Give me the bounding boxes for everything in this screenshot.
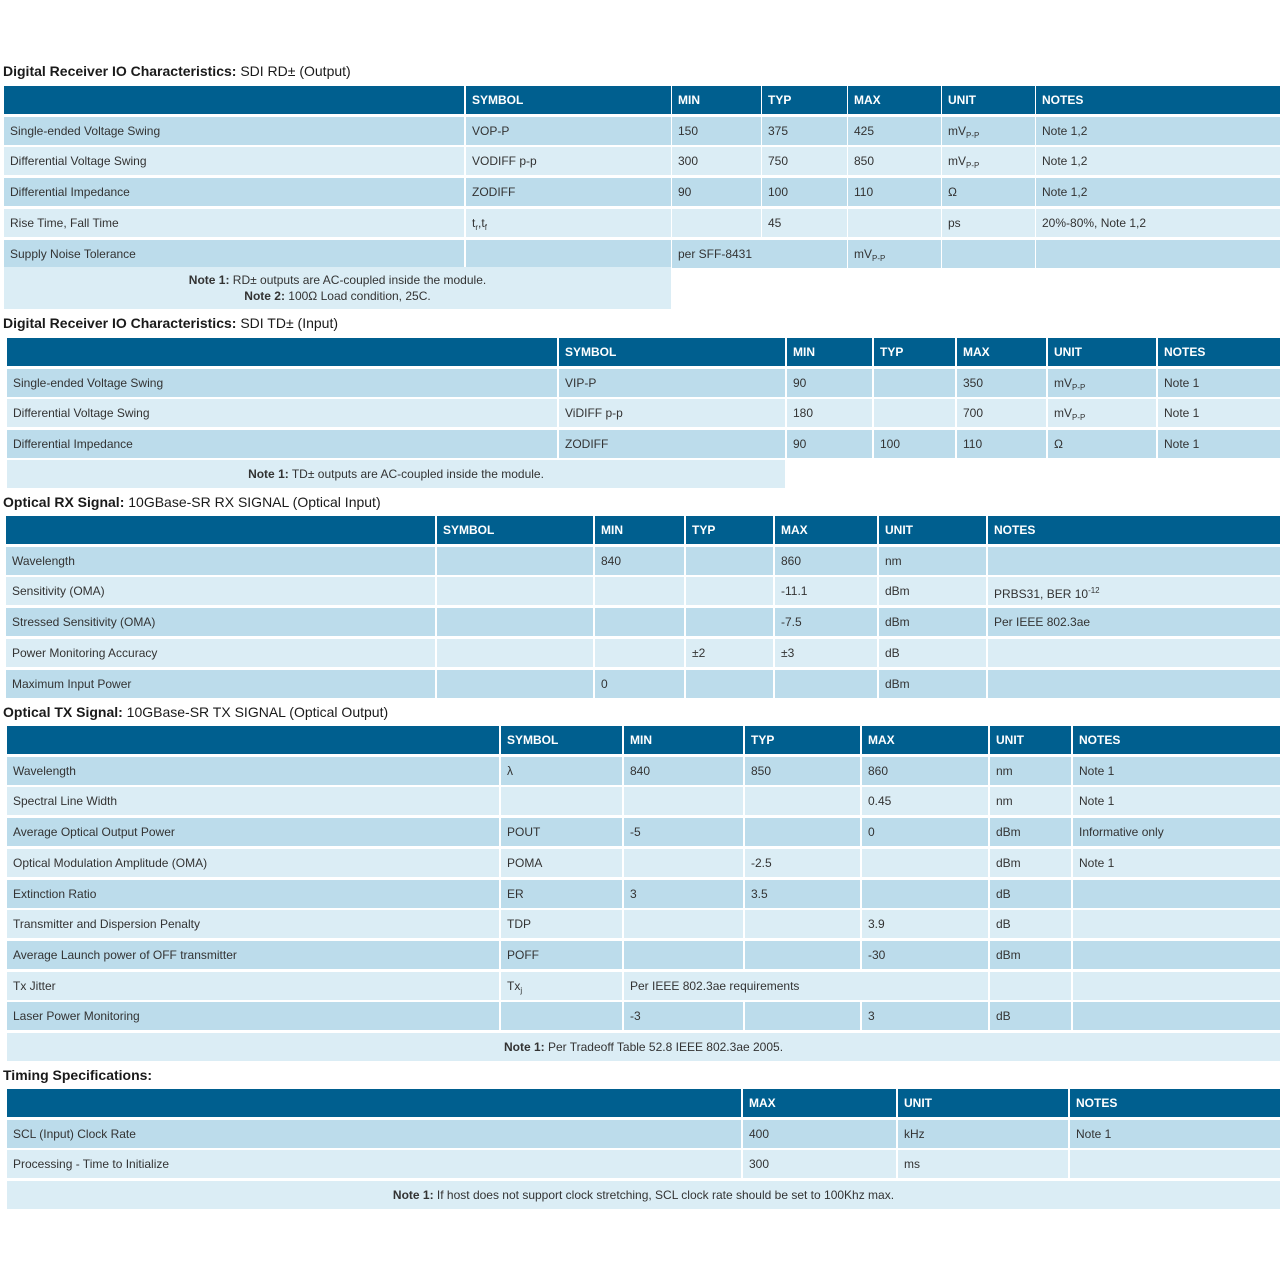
header-cell: NOTES xyxy=(1158,338,1280,366)
table-cell: ±2 xyxy=(686,639,773,667)
table-cell xyxy=(501,787,622,815)
table-cell: Differential Voltage Swing xyxy=(7,399,557,427)
table-cell xyxy=(745,787,860,815)
table-notes xyxy=(7,460,785,488)
note-text: RD± outputs are AC-coupled inside the module. xyxy=(229,273,487,287)
table-cell: Single-ended Voltage Swing xyxy=(7,369,557,397)
table-cell: $mV_{P-P}$ xyxy=(1048,399,1156,427)
table-cell xyxy=(595,577,684,605)
table-cell: ZODIFF xyxy=(559,430,785,458)
table-cell xyxy=(942,240,1035,268)
table-cell: -30 xyxy=(862,941,988,969)
table-cell: Sensitivity (OMA) xyxy=(6,577,435,605)
table-cell: dB xyxy=(990,880,1071,908)
table-cell: Note 1 xyxy=(1158,369,1280,397)
header-cell xyxy=(7,1089,741,1117)
table-cell xyxy=(501,1002,622,1030)
table-cell: Power Monitoring Accuracy xyxy=(6,639,435,667)
table-cell: Tx Jitter xyxy=(7,972,499,1000)
table-cell xyxy=(1073,1002,1280,1030)
table-cell: TDP xyxy=(501,910,622,938)
table-cell xyxy=(1070,1150,1280,1178)
table-cell: Differential Voltage Swing xyxy=(4,147,464,175)
table-cell xyxy=(624,787,743,815)
table-cell: -7.5 xyxy=(775,608,877,636)
table-cell: Informative only xyxy=(1073,818,1280,846)
table-cell: VOP-P xyxy=(466,117,671,145)
table-cell xyxy=(672,209,761,237)
table-cell: 400 xyxy=(743,1120,896,1148)
table-cell: dB xyxy=(879,639,986,667)
header-cell: NOTES xyxy=(988,516,1280,544)
table-cell: 3 xyxy=(862,1002,988,1030)
table-cell: $mV_{P-P}$ xyxy=(942,147,1035,175)
table-title-rest: SDI RD± (Output) xyxy=(236,63,351,79)
table-cell: $mV_{P-P}$ xyxy=(848,240,941,268)
table-cell: 45 xyxy=(762,209,847,237)
header-cell: UNIT xyxy=(879,516,986,544)
table-cell: per SFF-8431 xyxy=(672,240,847,268)
header-cell: SYMBOL xyxy=(466,86,671,114)
header-cell: MAX xyxy=(743,1089,896,1117)
table-cell: -3 xyxy=(624,1002,743,1030)
table-cell: Per IEEE 802.3ae xyxy=(988,608,1280,636)
note-label: Note 1: xyxy=(248,467,289,481)
table-cell: 840 xyxy=(595,547,684,575)
table-cell xyxy=(437,608,593,636)
table-cell: 0 xyxy=(595,670,684,698)
table-cell xyxy=(745,910,860,938)
table-cell: Differential Impedance xyxy=(4,178,464,206)
table-title xyxy=(3,1066,152,1084)
table-cell xyxy=(624,941,743,969)
table-cell: Rise Time, Fall Time xyxy=(4,209,464,237)
table-cell xyxy=(437,639,593,667)
table-cell xyxy=(775,670,877,698)
table-cell: nm xyxy=(990,787,1071,815)
table-cell xyxy=(848,209,941,237)
table-cell xyxy=(988,670,1280,698)
header-cell: MAX xyxy=(957,338,1046,366)
table-cell: 180 xyxy=(787,399,872,427)
table-cell: Note 1 xyxy=(1158,399,1280,427)
table-cell: Supply Noise Tolerance xyxy=(4,240,464,268)
note-label: Note 1: xyxy=(392,1188,434,1202)
header-cell: MIN xyxy=(672,86,761,114)
table-cell: Note 1 xyxy=(1073,757,1280,785)
table-cell: 20%-80%, Note 1,2 xyxy=(1036,209,1280,237)
table-cell: PRBS31, BER $10^{-12}$ xyxy=(988,577,1280,605)
table-cell: $Tx_j$ xyxy=(501,972,622,1000)
table-cell: Single-ended Voltage Swing xyxy=(4,117,464,145)
header-cell: MIN xyxy=(787,338,872,366)
table-cell: 0.45 xyxy=(862,787,988,815)
table-cell xyxy=(624,849,743,877)
table-cell: $mV_{P-P}$ xyxy=(942,117,1035,145)
table-cell: dBm xyxy=(879,608,986,636)
header-cell: SYMBOL xyxy=(559,338,785,366)
table-cell xyxy=(466,240,671,268)
table-cell: Extinction Ratio xyxy=(7,880,499,908)
table-cell: 300 xyxy=(672,147,761,175)
header-cell xyxy=(4,86,464,114)
table-cell: dBm xyxy=(990,818,1071,846)
table-cell: Stressed Sensitivity (OMA) xyxy=(6,608,435,636)
table-cell: 375 xyxy=(762,117,847,145)
header-cell: TYP xyxy=(745,726,860,754)
table-cell: 100 xyxy=(762,178,847,206)
table-cell: -5 xyxy=(624,818,743,846)
header-cell: TYP xyxy=(762,86,847,114)
table-cell: 110 xyxy=(957,430,1046,458)
table-notes xyxy=(7,1033,1280,1061)
note-label: Note 1: xyxy=(188,273,230,287)
table-cell: Note 1 xyxy=(1158,430,1280,458)
table-cell xyxy=(437,670,593,698)
table-cell xyxy=(1073,972,1280,1000)
table-cell: Average Optical Output Power xyxy=(7,818,499,846)
table-title-bold: Digital Receiver IO Characteristics: xyxy=(3,315,237,331)
table-cell: VIP-P xyxy=(559,369,785,397)
table-cell: -2.5 xyxy=(745,849,860,877)
note-text: Per Tradeoff Table 52.8 IEEE 802.3ae 2005. xyxy=(544,1040,784,1054)
table-cell: ±3 xyxy=(775,639,877,667)
header-cell: SYMBOL xyxy=(501,726,622,754)
header-cell: MIN xyxy=(624,726,743,754)
table-cell: Note 1,2 xyxy=(1036,117,1280,145)
header-cell: NOTES xyxy=(1073,726,1280,754)
note-label: Note 1: xyxy=(503,1040,545,1054)
table-cell xyxy=(595,608,684,636)
table-cell: Processing - Time to Initialize xyxy=(7,1150,741,1178)
table-cell: nm xyxy=(990,757,1071,785)
table-cell: 860 xyxy=(775,547,877,575)
header-cell: MAX xyxy=(775,516,877,544)
table-cell: 100 xyxy=(874,430,955,458)
header-cell: NOTES xyxy=(1036,86,1280,114)
table-cell: Spectral Line Width xyxy=(7,787,499,815)
table-cell xyxy=(988,547,1280,575)
table-cell: Note 1 xyxy=(1073,849,1280,877)
table-cell xyxy=(990,972,1071,1000)
header-cell: MAX xyxy=(862,726,988,754)
table-cell: Differential Impedance xyxy=(7,430,557,458)
note-line xyxy=(7,1039,1280,1055)
table-cell: 150 xyxy=(672,117,761,145)
table-cell: Laser Power Monitoring xyxy=(7,1002,499,1030)
table-title-rest: 10GBase-SR RX SIGNAL (Optical Input) xyxy=(124,494,381,510)
table-cell: nm xyxy=(879,547,986,575)
note-text: TD± outputs are AC-coupled inside the module. xyxy=(288,467,544,481)
table-cell: Note 1 xyxy=(1070,1120,1280,1148)
header-cell: SYMBOL xyxy=(437,516,593,544)
table-cell: VODIFF p-p xyxy=(466,147,671,175)
table-cell xyxy=(1073,880,1280,908)
note-line xyxy=(7,1187,1280,1203)
table-title-rest: 10GBase-SR TX SIGNAL (Optical Output) xyxy=(122,704,389,720)
table-cell: POFF xyxy=(501,941,622,969)
table-cell xyxy=(686,670,773,698)
header-cell: TYP xyxy=(874,338,955,366)
table-cell xyxy=(686,608,773,636)
table-cell xyxy=(437,547,593,575)
table-cell: Ω xyxy=(942,178,1035,206)
table-cell: λ xyxy=(501,757,622,785)
table-cell: ZODIFF xyxy=(466,178,671,206)
table-cell: 300 xyxy=(743,1150,896,1178)
table-cell xyxy=(745,941,860,969)
table-cell: Note 1,2 xyxy=(1036,178,1280,206)
table-cell: SCL (Input) Clock Rate xyxy=(7,1120,741,1148)
table-title xyxy=(3,62,351,80)
table-cell: 850 xyxy=(745,757,860,785)
table-cell: POMA xyxy=(501,849,622,877)
table-cell: 425 xyxy=(848,117,941,145)
table-notes xyxy=(7,1181,1280,1209)
header-cell xyxy=(6,516,435,544)
table-cell: 90 xyxy=(672,178,761,206)
table-title-bold: Optical RX Signal: xyxy=(3,494,125,510)
header-cell: UNIT xyxy=(990,726,1071,754)
note-line xyxy=(4,288,671,304)
header-cell: NOTES xyxy=(1070,1089,1280,1117)
table-title xyxy=(3,493,381,511)
table-title-rest: SDI TD± (Input) xyxy=(236,315,338,331)
table-cell: Average Launch power of OFF transmitter xyxy=(7,941,499,969)
note-label: Note 2: xyxy=(244,289,285,303)
table-cell xyxy=(874,399,955,427)
header-cell: TYP xyxy=(686,516,773,544)
table-cell: $mV_{P-P}$ xyxy=(1048,369,1156,397)
table-title xyxy=(3,703,388,721)
table-title-bold: Digital Receiver IO Characteristics: xyxy=(3,63,237,79)
table-cell: dBm xyxy=(990,941,1071,969)
header-cell xyxy=(7,726,499,754)
table-cell: 700 xyxy=(957,399,1046,427)
table-cell: 850 xyxy=(848,147,941,175)
note-line xyxy=(7,466,785,482)
table-cell: 3 xyxy=(624,880,743,908)
note-text: If host does not support clock stretching, SCL clock rate should be set to 100Khz max. xyxy=(433,1188,895,1202)
table-cell: 90 xyxy=(787,369,872,397)
header-cell: MIN xyxy=(595,516,684,544)
table-cell: 750 xyxy=(762,147,847,175)
table-cell: 0 xyxy=(862,818,988,846)
table-title xyxy=(3,314,338,332)
table-title-bold: Timing Specifications: xyxy=(3,1067,153,1083)
table-cell: Per IEEE 802.3ae requirements xyxy=(624,972,988,1000)
table-cell xyxy=(1036,240,1280,268)
table-cell xyxy=(437,577,593,605)
table-cell: $t_r,t_f$ xyxy=(466,209,671,237)
header-cell: MAX xyxy=(848,86,941,114)
table-cell: Note 1,2 xyxy=(1036,147,1280,175)
header-cell: UNIT xyxy=(942,86,1035,114)
table-cell xyxy=(1073,941,1280,969)
table-cell xyxy=(988,639,1280,667)
table-cell: 3.9 xyxy=(862,910,988,938)
table-cell xyxy=(624,910,743,938)
note-line xyxy=(4,272,671,288)
table-cell xyxy=(862,880,988,908)
note-text: 100Ω Load condition, 25C. xyxy=(284,289,431,303)
table-notes xyxy=(4,267,671,309)
header-cell: UNIT xyxy=(1048,338,1156,366)
table-cell: Optical Modulation Amplitude (OMA) xyxy=(7,849,499,877)
table-cell: dBm xyxy=(990,849,1071,877)
table-cell: kHz xyxy=(898,1120,1068,1148)
table-cell: POUT xyxy=(501,818,622,846)
table-cell: Wavelength xyxy=(6,547,435,575)
table-cell: dBm xyxy=(879,577,986,605)
table-cell: dB xyxy=(990,910,1071,938)
table-cell: ViDIFF p-p xyxy=(559,399,785,427)
table-cell xyxy=(686,547,773,575)
table-cell: dB xyxy=(990,1002,1071,1030)
table-cell: 90 xyxy=(787,430,872,458)
table-cell: dBm xyxy=(879,670,986,698)
table-cell: 860 xyxy=(862,757,988,785)
table-cell: Maximum Input Power xyxy=(6,670,435,698)
table-cell xyxy=(862,849,988,877)
table-cell: ps xyxy=(942,209,1035,237)
header-cell: UNIT xyxy=(898,1089,1068,1117)
table-cell: 3.5 xyxy=(745,880,860,908)
table-cell: -11.1 xyxy=(775,577,877,605)
table-cell: ER xyxy=(501,880,622,908)
table-cell: 840 xyxy=(624,757,743,785)
table-cell xyxy=(595,639,684,667)
table-cell: 350 xyxy=(957,369,1046,397)
table-cell: Transmitter and Dispersion Penalty xyxy=(7,910,499,938)
table-cell: ms xyxy=(898,1150,1068,1178)
table-cell: Wavelength xyxy=(7,757,499,785)
table-cell xyxy=(1073,910,1280,938)
header-cell xyxy=(7,338,557,366)
table-cell: 110 xyxy=(848,178,941,206)
table-cell xyxy=(686,577,773,605)
table-cell xyxy=(745,1002,860,1030)
table-cell: Note 1 xyxy=(1073,787,1280,815)
table-cell xyxy=(874,369,955,397)
table-cell: Ω xyxy=(1048,430,1156,458)
table-cell xyxy=(745,818,860,846)
table-title-bold: Optical TX Signal: xyxy=(3,704,123,720)
